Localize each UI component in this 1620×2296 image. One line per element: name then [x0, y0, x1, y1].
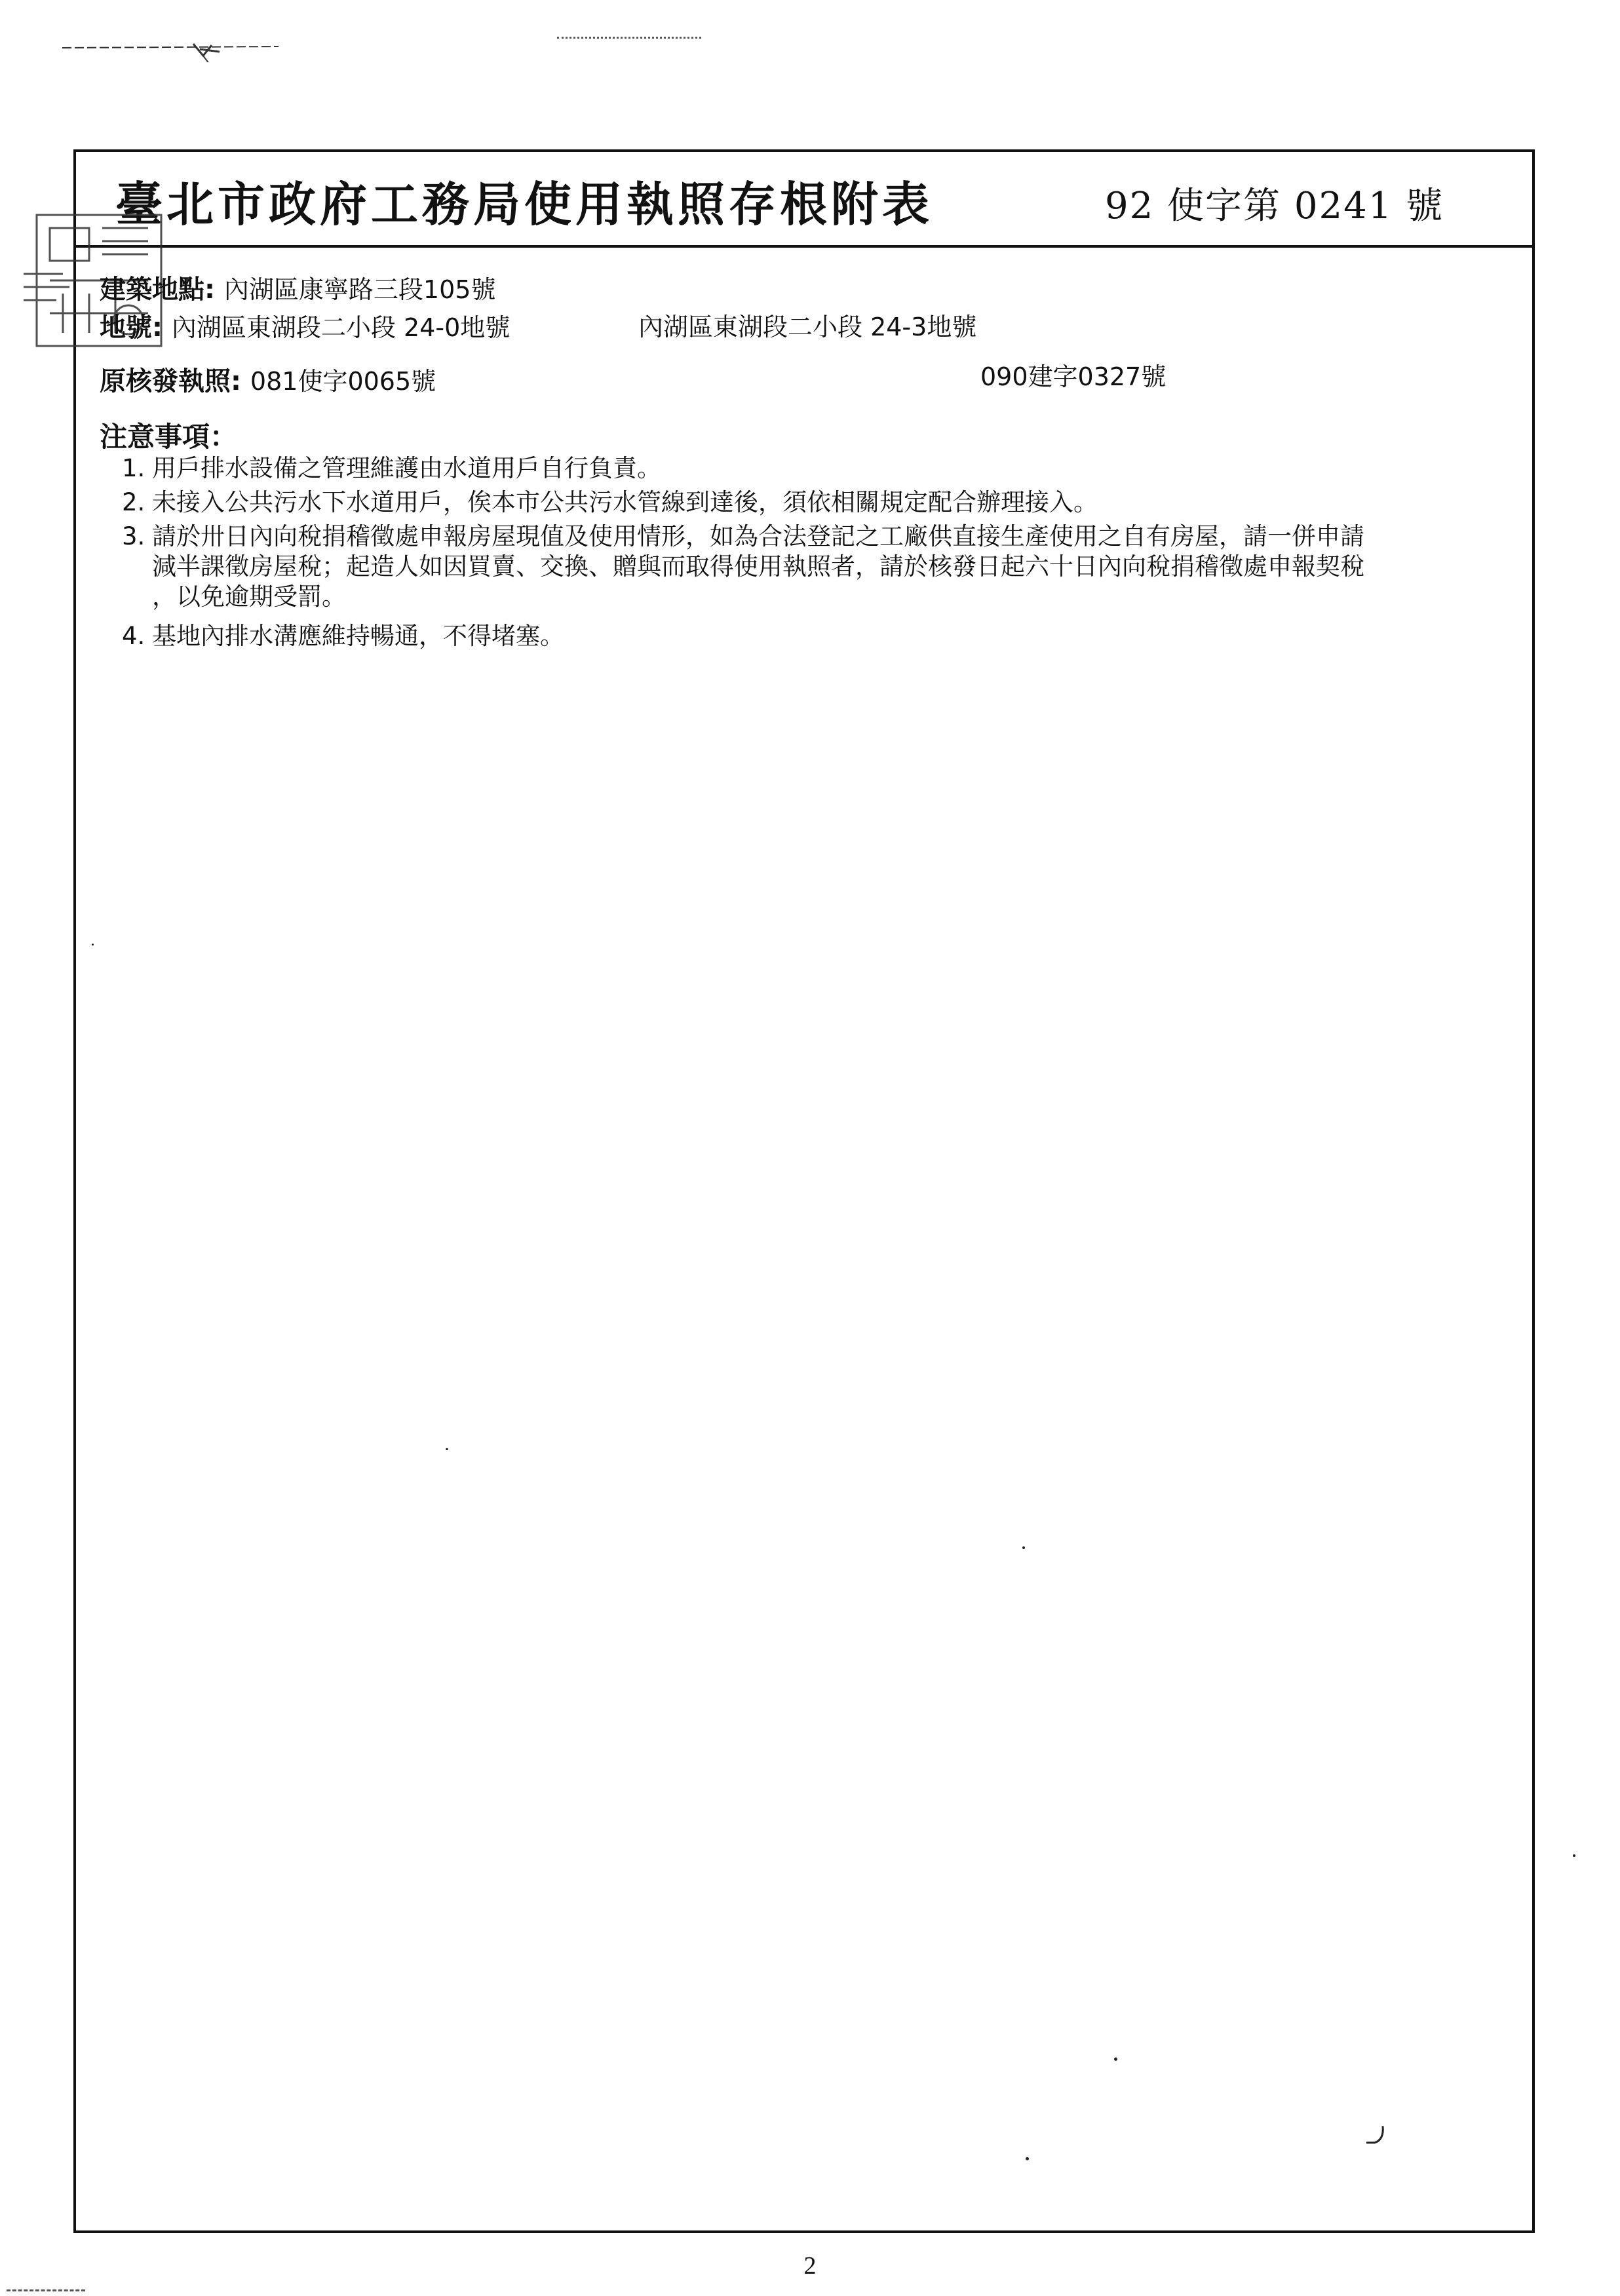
location-line: 建築地點: 內湖區康寧路三段105號: [100, 275, 496, 305]
note-text-continued: 減半課徵房屋稅；起造人如因買賣、交換、贈與而取得使用執照者，請於核發日起六十日內向稅捐稽徵處申報契稅: [152, 552, 1364, 581]
note-item: [122, 621, 1485, 651]
note-number: 1.: [122, 454, 145, 482]
scan-speck: [1573, 1854, 1575, 1857]
note-item: [122, 522, 1485, 612]
scan-artifact-mark: [1363, 2123, 1389, 2149]
scan-speck: [1022, 1546, 1025, 1549]
location-label: 建築地點: [100, 275, 204, 305]
title-row: [76, 152, 1532, 248]
orig-permit-label: 原核發執照: [100, 366, 231, 396]
orig-permit-2: 090建字0327號: [980, 362, 1167, 391]
scan-artifact-top: [62, 36, 279, 62]
note-number: 3.: [122, 522, 145, 550]
scan-artifact-bottom: [7, 2289, 85, 2291]
orig-permit-1: 081使字0065號: [250, 367, 436, 396]
form-title: 臺北市政府工務局使用執照存根附表: [115, 176, 934, 232]
location-value: 內湖區康寧路三段105號: [223, 275, 496, 304]
note-text: 用戶排水設備之管理維護由水道用戶自行負責。: [152, 454, 661, 482]
lot-label: 地號: [100, 313, 152, 343]
lot-value-2: 內湖區東湖段二小段 24-3地號: [638, 313, 977, 341]
note-item: [122, 453, 1485, 484]
scan-speck: [92, 944, 94, 946]
page-number: 2: [803, 2252, 817, 2280]
permit-number: 92 使字第 0241 號: [1105, 185, 1444, 227]
note-number: 2.: [122, 488, 145, 516]
note-text-continued: ，以免逾期受罰。: [152, 583, 346, 611]
scan-speck: [1114, 2057, 1117, 2061]
note-item: [122, 488, 1485, 518]
notes-heading: 注意事項：: [100, 421, 238, 453]
note-text: 請於卅日內向稅捐稽徵處申報房屋現值及使用情形，如為合法登記之工廠供直接生產使用之自有房屋，請一併申請: [152, 522, 1364, 550]
scan-speck: [1026, 2157, 1029, 2160]
scan-speck: [446, 1448, 448, 1450]
note-number: 4.: [122, 622, 145, 650]
lot-line: 地號: 內湖區東湖段二小段 24-0地號: [100, 313, 511, 343]
lot-value-1: 內湖區東湖段二小段 24-0地號: [171, 313, 511, 342]
note-text: 未接入公共污水下水道用戶，俟本市公共污水管線到達後，須依相關規定配合辦理接入。: [152, 488, 1098, 516]
note-text: 基地內排水溝應維持暢通，不得堵塞。: [152, 622, 564, 650]
permit-form-frame: [73, 149, 1535, 2233]
scan-artifact-dots: [557, 37, 701, 41]
orig-permit-line: 原核發執照: 081使字0065號: [100, 366, 436, 396]
